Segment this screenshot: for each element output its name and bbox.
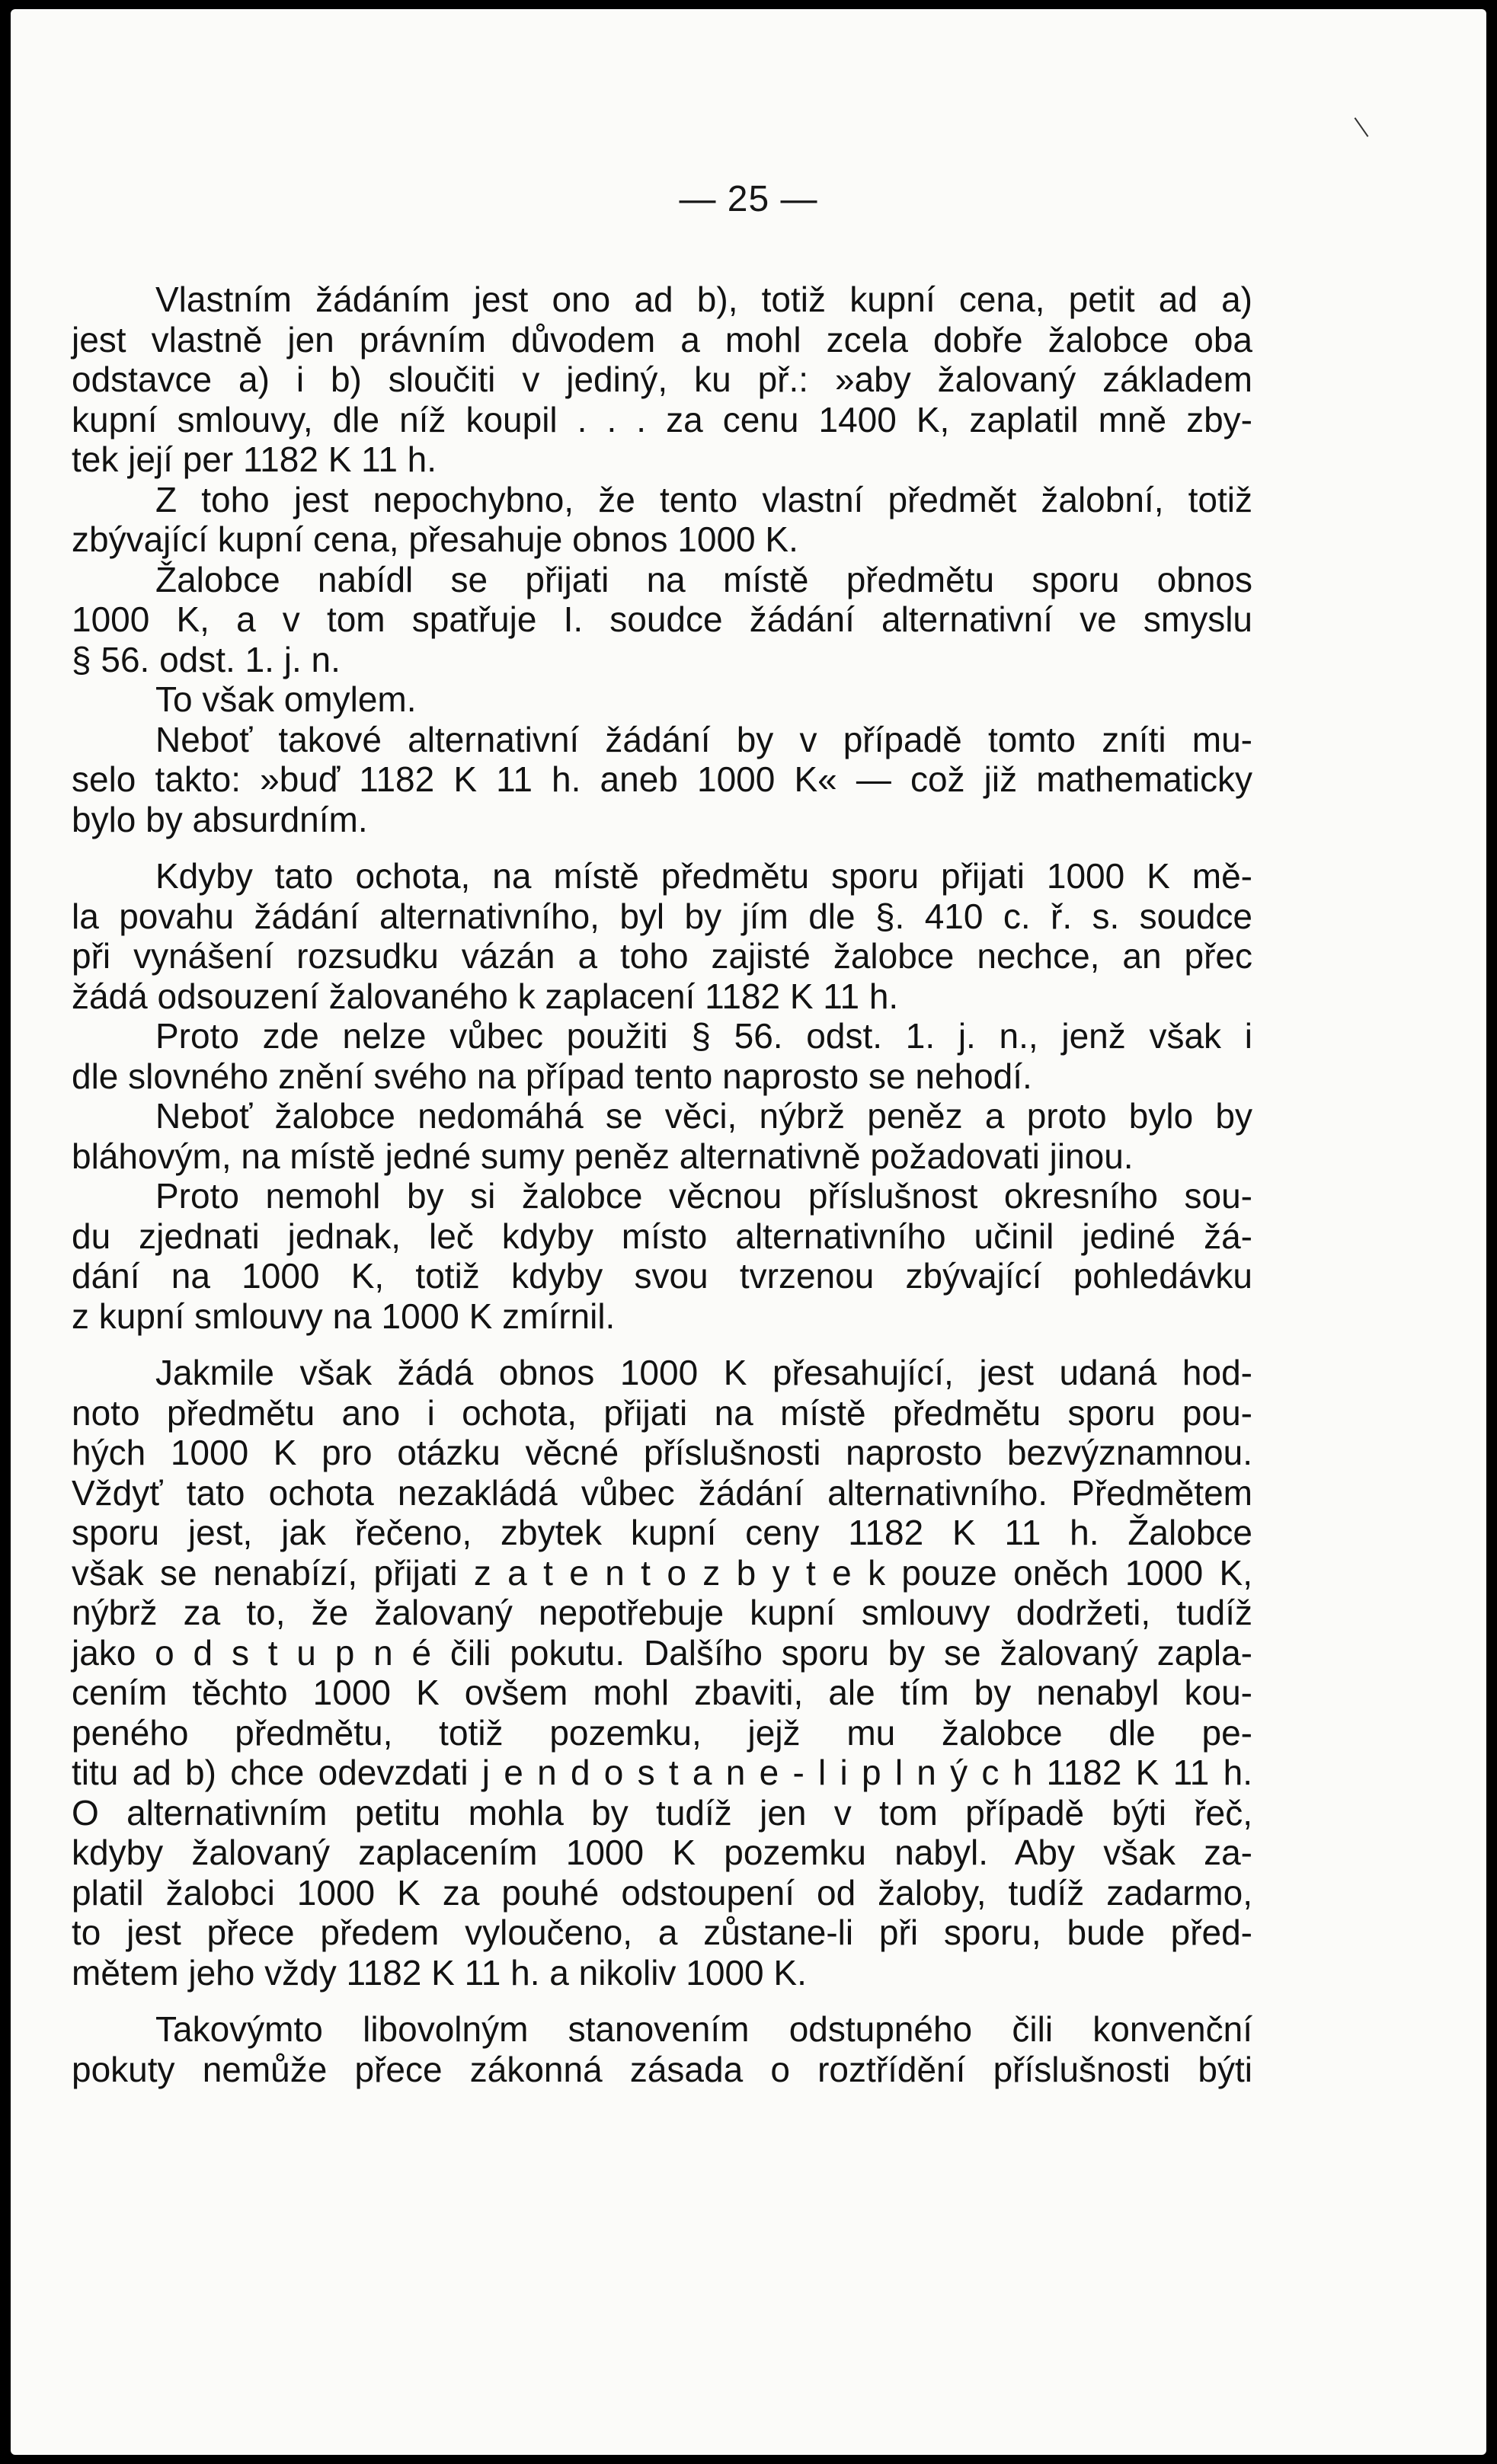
page-number: — 25 — — [679, 179, 818, 219]
text-line: pokuty nemůže přece zákonná zásada o roztřídění příslušnosti býti — [72, 2049, 1252, 2089]
text-line: titu ad b) chce odevzdati j e n d o s t a n e - l i p l n ý c h 1182 K 11 h. — [72, 1753, 1252, 1792]
text-line: bláhovým, na místě jedné sumy peněz alternativně požadovati jinou. — [72, 1136, 1134, 1176]
text-line: to jest přece předem vyloučeno, a zůstane-li při sporu, bude před- — [72, 1913, 1252, 1952]
body-text — [72, 280, 1252, 2089]
paragraph-gap — [72, 839, 1252, 856]
text-line: bylo by absurdním. — [72, 799, 368, 839]
text-line: kupní smlouvy, dle níž koupil . . . za cenu 1400 K, zaplatil mně zby- — [72, 399, 1252, 439]
text-line: Neboť takové alternativní žádání by v případě tomto zníti mu- — [155, 719, 1252, 759]
text-line: 1000 K, a v tom spatřuje I. soudce žádání alternativní ve smyslu — [72, 599, 1252, 639]
text-line: dle slovného znění svého na případ tento naprosto se nehodí. — [72, 1056, 1032, 1096]
text-line: však se nenabízí, přijati z a t e n t o z b y t e k pouze oněch 1000 K, — [72, 1552, 1252, 1593]
text-line: Žalobce nabídl se přijati na místě předmětu sporu obnos — [155, 559, 1252, 599]
text-line: selo takto: »buď 1182 K 11 h. aneb 1000 K« — což již mathematicky — [72, 759, 1252, 799]
text-line: Z toho jest nepochybno, že tento vlastní předmět žalobní, totiž — [155, 479, 1252, 519]
text-line: Neboť žalobce nedomáhá se věci, nýbrž peněz a proto bylo by — [155, 1096, 1252, 1136]
text-line: Kdyby tato ochota, na místě předmětu sporu přijati 1000 K mě- — [155, 856, 1252, 896]
text-line: Proto zde nelze vůbec použiti § 56. odst. 1. j. n., jenž však i — [155, 1016, 1252, 1056]
text-line: platil žalobci 1000 K za pouhé odstoupení od žaloby, tudíž zadarmo, — [72, 1872, 1252, 1913]
text-line: noto předmětu ano i ochota, přijati na místě předmětu sporu pou- — [72, 1392, 1252, 1433]
text-line: kdyby žalovaný zaplacením 1000 K pozemku nabyl. Aby však za- — [72, 1833, 1252, 1872]
text-line: du zjednati jednak, leč kdyby místo alternativního učinil jediné žá- — [72, 1216, 1252, 1256]
text-line: Takovýmto libovolným stanovením odstupného čili konvenční — [155, 2009, 1252, 2049]
text-line: Jakmile však žádá obnos 1000 K přesahující, jest udaná hod- — [155, 1353, 1252, 1392]
text-line: tek její per 1182 K 11 h. — [72, 439, 437, 479]
text-line: odstavce a) i b) sloučiti v jediný, ku př.: »aby žalovaný základem — [72, 360, 1252, 399]
text-line: z kupní smlouvy na 1000 K zmírnil. — [72, 1296, 616, 1336]
text-line: cením těchto 1000 K ovšem mohl zbaviti, ale tím by nenabyl kou- — [72, 1673, 1252, 1712]
paragraph-gap — [72, 1336, 1252, 1353]
text-line: při vynášení rozsudku vázán a toho zajisté žalobce nechce, an přec — [72, 936, 1252, 976]
text-line: § 56. odst. 1. j. n. — [72, 639, 341, 679]
text-line: Vlastním žádáním jest ono ad b), totiž kupní cena, petit ad a) — [155, 280, 1252, 319]
text-line: hých 1000 K pro otázku věcné příslušnosti naprosto bezvýznamnou. — [72, 1433, 1252, 1472]
page-speck — [1355, 117, 1369, 137]
text-line: la povahu žádání alternativního, byl by jím dle §. 410 c. ř. s. soudce — [72, 896, 1252, 936]
text-line: nýbrž za to, že žalovaný nepotřebuje kupní smlouvy dodržeti, tudíž — [72, 1593, 1252, 1632]
paragraph-gap — [72, 1993, 1252, 2009]
text-line: dání na 1000 K, totiž kdyby svou tvrzenou zbývající pohledávku — [72, 1256, 1252, 1296]
book-page — [11, 9, 1486, 2455]
text-line: zbývající kupní cena, přesahuje obnos 1000 K. — [72, 519, 798, 559]
text-line: peného předmětu, totiž pozemku, jejž mu žalobce dle pe- — [72, 1712, 1252, 1753]
text-line: jest vlastně jen právním důvodem a mohl zcela dobře žalobce oba — [72, 319, 1252, 360]
text-line: Proto nemohl by si žalobce věcnou příslušnost okresního sou- — [155, 1176, 1252, 1216]
text-line: žádá odsouzení žalovaného k zaplacení 1182 K 11 h. — [72, 976, 899, 1016]
text-line: O alternativním petitu mohla by tudíž jen v tom případě býti řeč, — [72, 1792, 1252, 1833]
text-line: Vždyť tato ochota nezakládá vůbec žádání alternativního. Předmětem — [72, 1472, 1252, 1513]
text-line: To však omylem. — [155, 679, 417, 719]
text-line: mětem jeho vždy 1182 K 11 h. a nikoliv 1000 K. — [72, 1952, 807, 1993]
text-line: jako o d s t u p n é čili pokutu. Dalšího sporu by se žalovaný zapla- — [72, 1632, 1252, 1673]
text-line: sporu jest, jak řečeno, zbytek kupní ceny 1182 K 11 h. Žalobce — [72, 1513, 1252, 1552]
